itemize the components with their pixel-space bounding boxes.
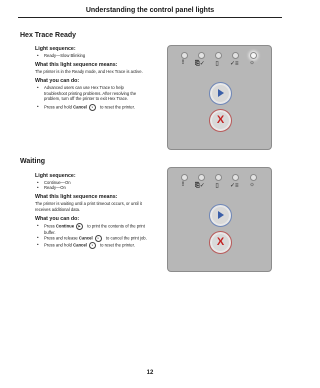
toner-icon: ✓≡ — [230, 61, 239, 67]
list-item: • Continue—On — [35, 180, 147, 185]
page-number: 12 — [146, 370, 154, 376]
led-light — [198, 52, 205, 59]
section1-content — [35, 46, 147, 111]
continue-led-on — [232, 174, 239, 181]
list-item: • Advanced users can use Hex Trace to help troubleshoot printing problems. After resolving the problem, turn off the printer to exit Hex Trace. — [35, 85, 147, 101]
ready-icon: ☼ — [249, 182, 255, 188]
list-item: • Press and release Cancel x to cancel the print job. — [35, 235, 147, 242]
paper-jam-icon: ⎘✓ — [195, 61, 205, 67]
cancel-button-icon: x — [89, 104, 96, 111]
play-icon — [218, 211, 224, 219]
meaning-heading: What this light sequence means: — [35, 62, 118, 69]
error-icon: ! — [182, 60, 184, 66]
section2-content — [35, 173, 147, 249]
meaning-text: The printer is waiting until a print timeout occurs, or until it receives additional data. — [35, 201, 142, 212]
cancel-button-icon: x — [95, 235, 102, 242]
load-paper-icon: ▯ — [215, 183, 219, 189]
light-sequence-list — [35, 53, 147, 58]
led-light — [181, 52, 188, 59]
meaning-text: The printer is in the Ready mode, and Hex Trace is active. — [35, 69, 143, 75]
cancel-button: X — [209, 231, 232, 254]
led-light — [215, 174, 222, 181]
list-item: • Ready—On — [35, 185, 147, 190]
what-to-do-list — [35, 85, 147, 111]
control-panel-illustration-hex-trace — [167, 45, 272, 150]
meaning-heading: What this light sequence means: — [35, 194, 118, 201]
load-paper-icon: ▯ — [215, 61, 219, 67]
ready-icon: ☼ — [249, 60, 255, 66]
ready-led-on — [250, 174, 257, 181]
cancel-button: X — [209, 109, 232, 132]
page-header-title: Understanding the control panel lights — [85, 7, 215, 14]
play-icon — [218, 89, 224, 97]
list-item: • Press and hold Cancel x to reset the printer. — [35, 242, 147, 249]
led-light — [181, 174, 188, 181]
paper-jam-icon: ⎘✓ — [195, 183, 205, 189]
continue-button — [209, 204, 232, 227]
continue-button — [209, 82, 232, 105]
control-panel-illustration-waiting — [167, 167, 272, 272]
page-header — [18, 7, 282, 18]
light-sequence-list — [35, 180, 147, 190]
what-to-do-list — [35, 223, 147, 249]
light-sequence-heading: Light sequence: — [35, 173, 76, 179]
cancel-button-icon: x — [89, 242, 96, 249]
list-item: • Ready—Slow Blinking — [35, 53, 147, 58]
error-icon: ! — [182, 182, 184, 188]
what-to-do-heading: What you can do: — [35, 215, 80, 222]
list-item: • Press and hold Cancel x to reset the printer. — [35, 104, 147, 111]
ready-led-blinking — [250, 52, 257, 59]
section-title-hex-trace: Hex Trace Ready — [20, 32, 77, 39]
continue-button-icon: ▶ — [76, 223, 83, 230]
toner-icon: ✓≡ — [230, 183, 239, 189]
section-title-waiting: Waiting — [20, 158, 46, 165]
list-item: • Press Continue ▶ to print the contents of the print buffer. — [35, 223, 147, 235]
led-light — [232, 52, 239, 59]
led-light — [215, 52, 222, 59]
what-to-do-heading: What you can do: — [35, 78, 80, 85]
led-light — [198, 174, 205, 181]
light-sequence-heading: Light sequence: — [35, 46, 76, 52]
